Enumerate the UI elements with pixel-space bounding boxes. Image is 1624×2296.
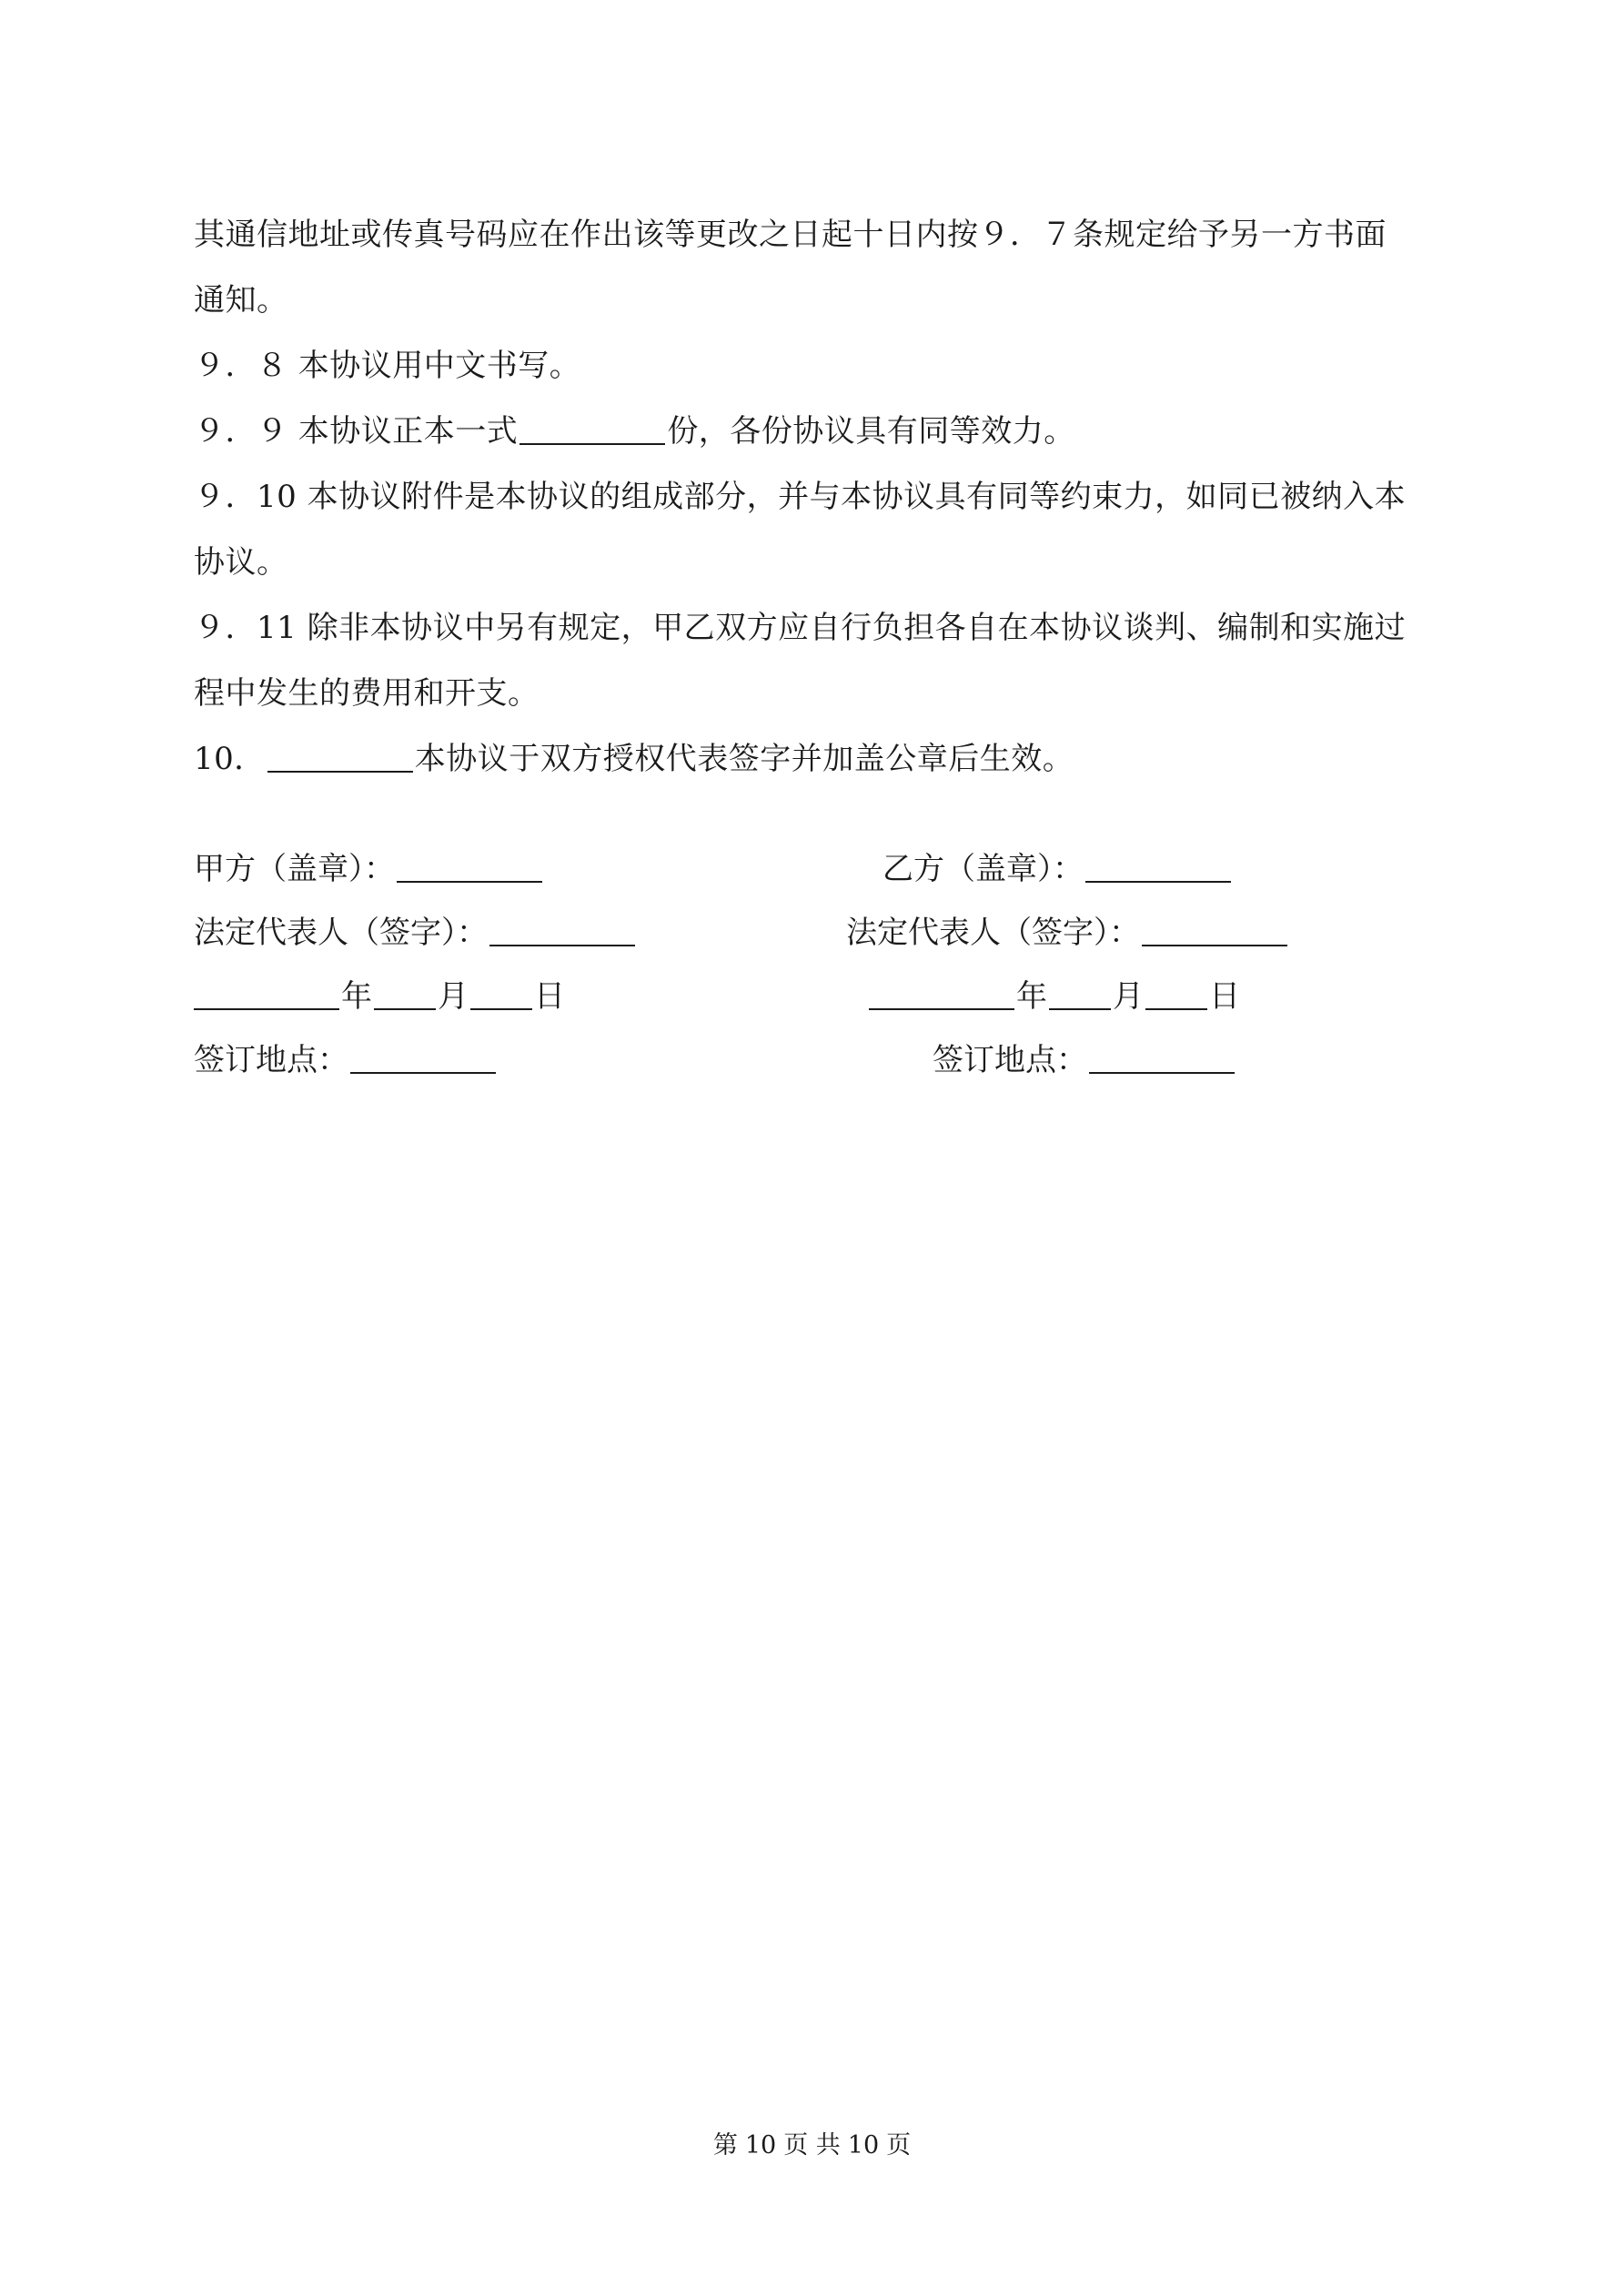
- party-a-day-label: 日: [534, 978, 565, 1015]
- party-b-rep-label: 法定代表人（签字）：: [846, 915, 1140, 951]
- clause-9-7-continued: [194, 202, 1440, 268]
- clause-9-7-line2: [194, 268, 1440, 333]
- party-a-rep-blank[interactable]: [489, 914, 635, 946]
- party-a-date-row: [194, 965, 637, 1028]
- clause-10: [194, 726, 1440, 792]
- clause-10-text: 本协议于双方授权代表签字并加盖公章后生效。: [414, 741, 1074, 777]
- party-a-day-blank[interactable]: [470, 977, 532, 1010]
- clause-9-8-text: ９．８ 本协议用中文书写。: [194, 348, 581, 384]
- party-b-year-blank[interactable]: [869, 977, 1014, 1010]
- clause-9-10: [194, 464, 1440, 530]
- party-a-month-blank[interactable]: [374, 977, 436, 1010]
- agreement-body: [194, 202, 1440, 792]
- clause-9-11-line1: ９．11 除非本协议中另有规定，甲乙双方应自行负担各自在本协议谈判、编制和实施过: [194, 610, 1407, 646]
- page-footer: [0, 2125, 1624, 2160]
- footer-total-pages: 10: [847, 2131, 880, 2159]
- party-a-year-blank[interactable]: [194, 977, 339, 1010]
- clause-9-11-cont: [194, 661, 1440, 726]
- party-b-rep-blank[interactable]: [1142, 914, 1287, 946]
- footer-page-number: 10: [744, 2131, 777, 2159]
- party-b-place-label: 签订地点：: [933, 1042, 1087, 1078]
- party-a-year-label: 年: [341, 978, 372, 1015]
- footer-prefix: 第: [712, 2131, 738, 2159]
- party-b-date-row: [846, 965, 1289, 1028]
- party-a-signature-block: [194, 837, 637, 1092]
- clause-9-9-text-after: 份，各份协议具有同等效力。: [667, 413, 1075, 450]
- party-a-seal-row: [194, 837, 637, 901]
- clause-9-7-line1: 其通信地址或传真号码应在作出该等更改之日起十日内按９．７条规定给予另一方书面: [194, 217, 1387, 253]
- clause-9-10-line2: 协议。: [194, 544, 288, 581]
- clause-9-9: [194, 399, 1440, 464]
- clause-9-9-text-before: ９．９ 本协议正本一式: [194, 413, 519, 450]
- party-b-seal-blank[interactable]: [1085, 850, 1231, 883]
- footer-suffix: 页: [886, 2131, 912, 2159]
- clause-9-10-cont: [194, 530, 1440, 595]
- party-a-place-label: 签订地点：: [194, 1042, 348, 1078]
- footer-mid: 页 共: [783, 2131, 841, 2159]
- party-b-seal-label: 乙方（盖章）：: [883, 851, 1084, 887]
- party-b-month-label: 月: [1113, 978, 1144, 1015]
- party-b-place-row: [846, 1028, 1289, 1092]
- clause-9-11-line2: 程中发生的费用和开支。: [194, 675, 540, 712]
- clause-9-7-line2-text: 通知。: [194, 282, 288, 319]
- clause-9-11: [194, 595, 1440, 661]
- party-a-place-row: [194, 1028, 637, 1092]
- party-b-day-label: 日: [1209, 978, 1240, 1015]
- clause-10-blank[interactable]: [267, 740, 413, 773]
- party-b-seal-row: [846, 837, 1289, 901]
- party-a-place-blank[interactable]: [350, 1041, 496, 1074]
- party-a-rep-label: 法定代表人（签字）：: [194, 915, 488, 951]
- party-a-month-label: 月: [438, 978, 469, 1015]
- party-b-year-label: 年: [1016, 978, 1047, 1015]
- party-b-signature-block: [846, 837, 1289, 1092]
- clause-9-10-line1: ９．10 本协议附件是本协议的组成部分，并与本协议具有同等约束力，如同已被纳入本: [194, 479, 1407, 515]
- party-b-month-blank[interactable]: [1049, 977, 1111, 1010]
- clause-9-8: [194, 333, 1440, 399]
- party-a-rep-row: [194, 901, 637, 965]
- clause-10-number: 10．: [194, 741, 266, 777]
- party-a-seal-blank[interactable]: [397, 850, 542, 883]
- party-a-seal-label: 甲方（盖章）：: [194, 851, 395, 887]
- copies-blank[interactable]: [519, 412, 665, 445]
- party-b-rep-row: [846, 901, 1289, 965]
- party-b-place-blank[interactable]: [1089, 1041, 1235, 1074]
- party-b-day-blank[interactable]: [1145, 977, 1207, 1010]
